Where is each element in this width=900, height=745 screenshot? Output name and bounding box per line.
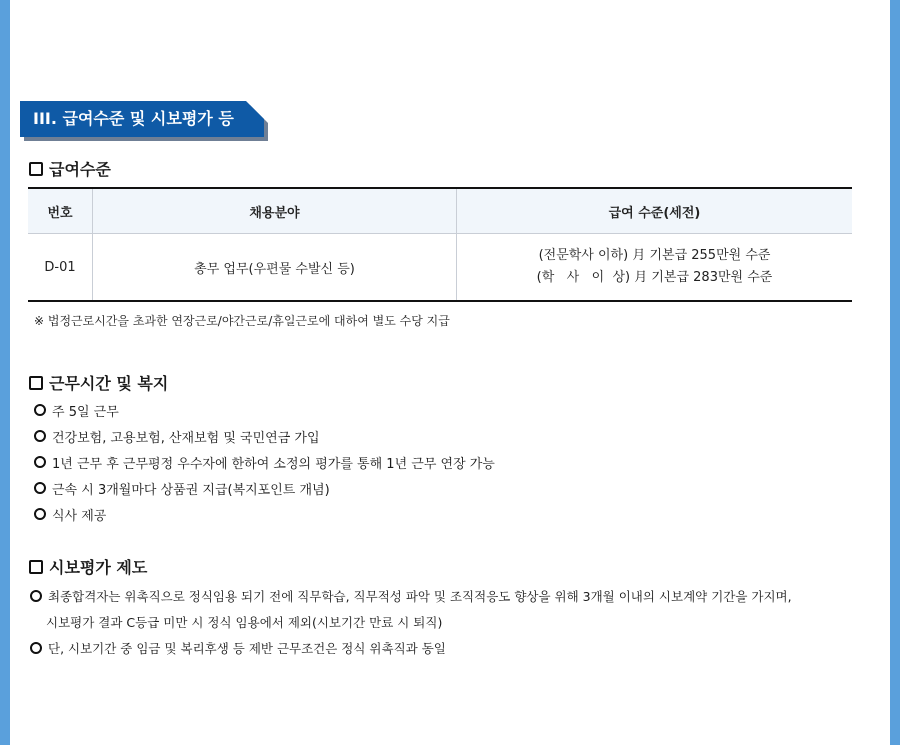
circle-bullet-icon (30, 642, 42, 654)
list-item (34, 475, 495, 501)
probation-heading (29, 555, 147, 578)
section-title: III. 급여수준 및 시보평가 등 (33, 109, 234, 128)
list-item (30, 583, 792, 609)
salary-heading-text: 급여수준 (49, 160, 111, 179)
list-item-text: 1년 근무 후 근무평정 우수자에 한하여 소정의 평가를 통해 1년 근무 연장 가능 (52, 456, 495, 472)
square-bullet-icon (29, 560, 43, 574)
circle-bullet-icon (34, 482, 46, 494)
circle-bullet-icon (34, 456, 46, 468)
section-banner (20, 101, 268, 141)
right-border (890, 0, 900, 745)
salary-heading (29, 157, 111, 180)
list-item-text: 주 5일 근무 (52, 404, 119, 420)
left-border (0, 0, 10, 745)
list-item (34, 397, 495, 423)
list-item (30, 635, 792, 661)
table-header-row (28, 188, 852, 234)
header-field: 채용분야 (93, 188, 457, 234)
probation-list (30, 583, 792, 661)
list-item-text: 근속 시 3개월마다 상품권 지급(복지포인트 개념) (52, 482, 330, 498)
list-item-text: 최종합격자는 위촉직으로 정식임용 되기 전에 직무학습, 직무적성 파악 및 조직적응도 향상을 위해 3개월 이내의 시보계약 기간을 가지며, (48, 589, 792, 604)
pay-line-1: (전문학사 이하) 月 기본급 255만원 수준 (538, 248, 771, 263)
list-item (34, 501, 495, 527)
cell-pay (457, 234, 853, 302)
circle-bullet-icon (30, 590, 42, 602)
header-pay: 급여 수준(세전) (457, 188, 853, 234)
cell-field: 총무 업무(우편물 수발신 등) (93, 234, 457, 302)
list-item-text: 건강보험, 고용보험, 산재보험 및 국민연금 가입 (52, 430, 320, 446)
salary-table (28, 187, 852, 302)
list-item-continuation (30, 609, 792, 635)
list-item (34, 423, 495, 449)
list-item-text: 식사 제공 (52, 508, 107, 524)
work-list (34, 397, 495, 527)
work-heading-text: 근무시간 및 복지 (49, 374, 169, 393)
cell-no: D-01 (28, 234, 93, 302)
overtime-note: ※ 법정근로시간을 초과한 연장근로/야간근로/휴일근로에 대하여 별도 수당 지급 (34, 314, 450, 328)
list-item-text: 단, 시보기간 중 임금 및 복리후생 등 제반 근무조건은 정식 위촉직과 동일 (48, 641, 446, 656)
circle-bullet-icon (34, 430, 46, 442)
square-bullet-icon (29, 162, 43, 176)
circle-bullet-icon (34, 404, 46, 416)
probation-heading-text: 시보평가 제도 (49, 558, 148, 577)
list-item (34, 449, 495, 475)
work-heading (29, 371, 168, 394)
square-bullet-icon (29, 376, 43, 390)
circle-bullet-icon (34, 508, 46, 520)
pay-line-2: (학 사 이 상) 月 기본급 283만원 수준 (536, 270, 773, 285)
header-no: 번호 (28, 188, 93, 234)
list-item-text: 시보평가 결과 C등급 미만 시 정식 임용에서 제외(시보기간 만료 시 퇴직) (46, 615, 443, 630)
table-row (28, 234, 852, 302)
